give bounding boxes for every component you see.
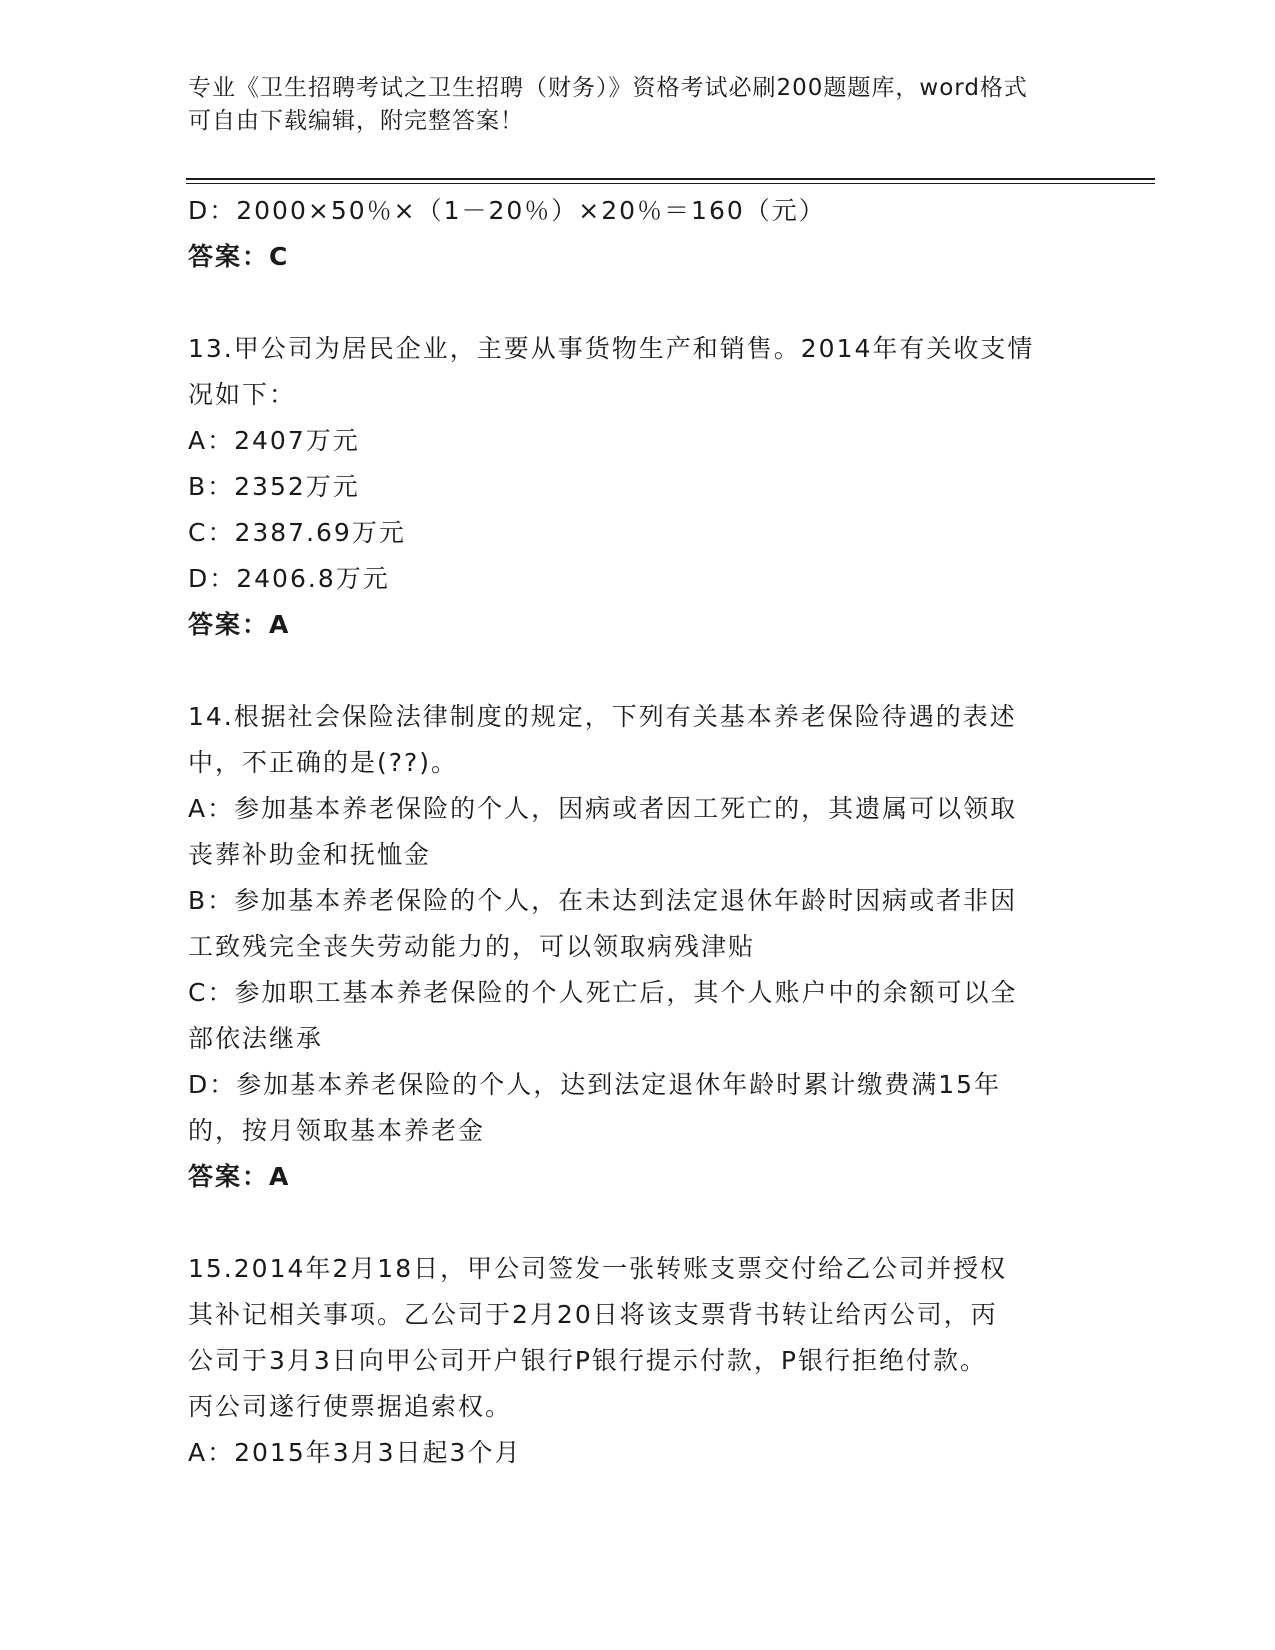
q14-answer: 答案：A <box>188 1162 291 1191</box>
q15-stem-line-2: 其补记相关事项。乙公司于2月20日将该支票背书转让给丙公司，丙 <box>188 1300 998 1329</box>
q14-option-b-line-2: 工致残完全丧失劳动能力的，可以领取病残津贴 <box>188 932 756 961</box>
q15-option-a: A：2015年3月3日起3个月 <box>188 1438 522 1467</box>
q14-option-b-line-1: B：参加基本养老保险的个人，在未达到法定退休年龄时因病或者非因 <box>188 886 1018 915</box>
prev-answer: 答案：C <box>188 242 290 271</box>
q15-stem-line-4: 丙公司遂行使票据追索权。 <box>188 1392 513 1421</box>
document-header <box>188 72 1088 138</box>
q14-option-c-line-2: 部依法继承 <box>188 1024 324 1053</box>
q15-stem-line-3: 公司于3月3日向甲公司开户银行P银行提示付款，P银行拒绝付款。 <box>188 1346 987 1375</box>
q13-stem-line-1: 13.甲公司为居民企业，主要从事货物生产和销售。2014年有关收支情 <box>188 334 1035 363</box>
document-body <box>188 188 1088 1476</box>
q13-option-c: C：2387.69万元 <box>188 518 406 547</box>
q13-option-a: A：2407万元 <box>188 426 360 455</box>
q13-stem-line-2: 况如下： <box>188 380 297 409</box>
spacer <box>188 648 1088 694</box>
header-line-2: 可自由下载编辑，附完整答案！ <box>188 108 524 134</box>
header-rule-thin <box>186 183 1155 184</box>
spacer <box>188 280 1088 326</box>
q13-answer: 答案：A <box>188 610 291 639</box>
q14-option-d-line-1: D：参加基本养老保险的个人，达到法定退休年龄时累计缴费满15年 <box>188 1070 1002 1099</box>
q15-stem-line-1: 15.2014年2月18日，甲公司签发一张转账支票交付给乙公司并授权 <box>188 1254 1008 1283</box>
prev-option-d: D：2000×50％×（1－20％）×20％＝160（元） <box>188 196 826 225</box>
spacer <box>188 1200 1088 1246</box>
q14-stem-line-1: 14.根据社会保险法律制度的规定，下列有关基本养老保险待遇的表述 <box>188 702 1017 731</box>
q14-option-a-line-2: 丧葬补助金和抚恤金 <box>188 840 432 869</box>
q13-option-b: B：2352万元 <box>188 472 360 501</box>
q13-option-d: D：2406.8万元 <box>188 564 390 593</box>
header-rule-thick <box>186 178 1155 180</box>
q14-option-d-line-2: 的，按月领取基本养老金 <box>188 1116 486 1145</box>
q14-option-a-line-1: A：参加基本养老保险的个人，因病或者因工死亡的，其遗属可以领取 <box>188 794 1018 823</box>
q14-stem-line-2: 中，不正确的是(??)。 <box>188 748 459 777</box>
q14-option-c-line-1: C：参加职工基本养老保险的个人死亡后，其个人账户中的余额可以全 <box>188 978 1018 1007</box>
header-line-1: 专业《卫生招聘考试之卫生招聘（财务）》资格考试必刷200题题库，word格式 <box>188 75 1028 101</box>
